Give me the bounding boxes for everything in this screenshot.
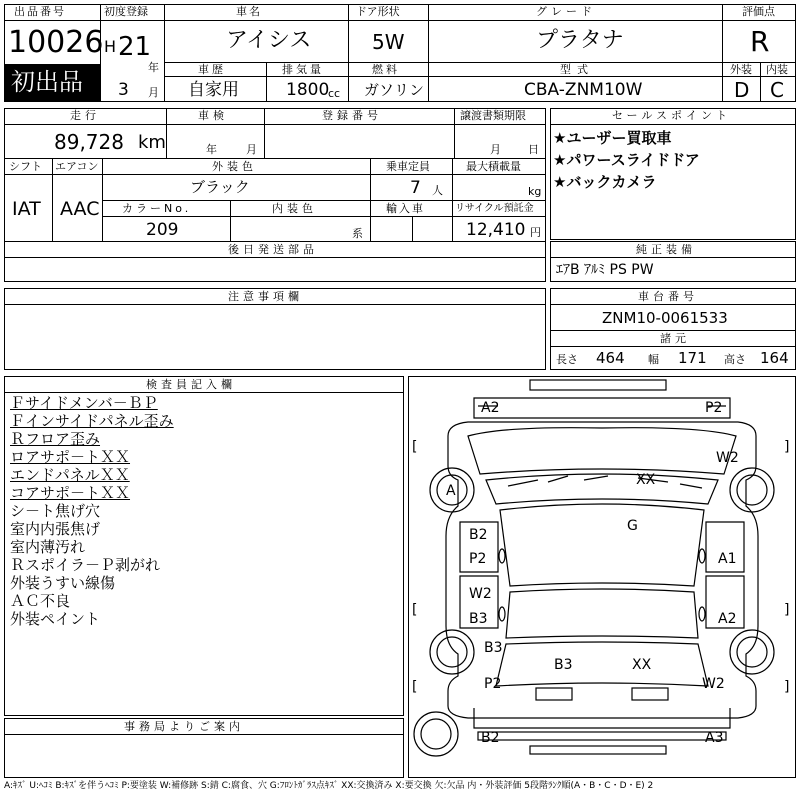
first-listing-text: 初出品	[11, 68, 83, 96]
remark-item: Ｆサイドメンバ－ＢＰ	[10, 394, 158, 412]
score: R	[750, 25, 770, 58]
dimensions-label: 諸元	[660, 332, 690, 345]
damage-code: XX	[632, 657, 652, 673]
damage-code: A2	[481, 400, 500, 416]
reg-year: 21	[118, 32, 152, 62]
damage-code: P2	[484, 676, 502, 692]
remark-item: ロアサポ－トＸＸ	[10, 448, 131, 466]
damage-code: A	[446, 483, 456, 499]
lot-number-label: 出品番号	[14, 5, 66, 18]
interior-color-label: 内装色	[272, 202, 317, 215]
damage-code: B2	[469, 527, 488, 543]
sales-points-label: セールスポイント	[612, 109, 732, 122]
legend: A:ｷｽﾞ U:ﾍｺﾐ B:ｷｽﾞを伴うﾍｺﾐ P:要塗装 W:補修跡 S:錆 C:腐食、穴 G:ﾌﾛﾝﾄｶﾞﾗｽ点ｷｽﾞ XX:交換済み X:要交換 欠:欠品 内・外装評価 5段階ﾗﾝｸ順(A・B・C・D・E) 2	[4, 781, 654, 791]
inspection-label: 車検	[198, 109, 228, 122]
mileage-label: 走行	[70, 109, 100, 122]
capacity: 7	[410, 178, 421, 198]
interior-label: 内装	[766, 63, 788, 76]
remark-item: コアサポ－トＸＸ	[10, 484, 131, 502]
chassis-label: 車台番号	[638, 290, 698, 303]
fuel-label: 燃料	[372, 63, 400, 76]
bracket: ]	[784, 602, 790, 618]
model-label: 型式	[560, 63, 594, 76]
damage-code: G	[627, 518, 638, 534]
inspection-year-unit: 年	[206, 143, 217, 156]
sales-point-1: ★ユーザー買取車	[553, 129, 672, 147]
exterior-label: 外装	[730, 63, 752, 76]
lot-number: 10026	[8, 25, 104, 60]
bracket: [	[412, 602, 418, 618]
month-unit: 月	[148, 86, 159, 99]
transfer-label: 譲渡書類期限	[460, 109, 526, 122]
era: H	[104, 37, 117, 56]
inspection-month-unit: 月	[246, 143, 257, 156]
reg-month: 3	[118, 80, 129, 100]
ac-label: エアコン	[55, 160, 99, 173]
history-label: 車歴	[198, 63, 226, 76]
width: 171	[678, 349, 707, 367]
damage-code: A3	[705, 730, 724, 746]
office-label: 事務局よりご案内	[124, 720, 244, 733]
remark-item: シ－ト焦げ穴	[10, 502, 101, 520]
remark-item: ＡＣ不良	[10, 592, 71, 610]
remark-item: 室内内張焦げ	[10, 520, 101, 538]
chassis-number: ZNM10-0061533	[602, 309, 728, 327]
bracket: [	[412, 439, 418, 455]
later-parts-label: 後日発送部品	[228, 243, 318, 256]
capacity-unit: 人	[432, 184, 443, 197]
width-label: 幅	[648, 353, 659, 366]
exterior-grade: D	[734, 78, 750, 102]
displacement-label: 排気量	[282, 63, 324, 76]
height-label: 高さ	[724, 353, 746, 366]
grade: プラタナ	[536, 28, 624, 53]
import-label: 輸入車	[386, 202, 425, 215]
damage-code: P2	[705, 400, 723, 416]
year-unit: 年	[148, 61, 159, 74]
grade-label: グレード	[536, 5, 596, 18]
damage-code: A2	[718, 611, 737, 627]
remark-item: 外装うすい線傷	[10, 574, 116, 592]
length-label: 長さ	[556, 353, 578, 366]
mileage-unit: km	[138, 132, 166, 153]
equipment: ｴｱB ｱﾙﾐ PS PW	[556, 262, 654, 278]
reg-number-label: 登録番号	[322, 109, 382, 122]
car-diagram	[408, 376, 796, 778]
recycle-unit: 円	[530, 226, 541, 239]
load-unit: kg	[528, 185, 542, 198]
car-name-label: 車名	[236, 5, 262, 18]
door-type: 5W	[372, 30, 405, 54]
damage-code: P2	[469, 551, 487, 567]
equipment-label: 純正装備	[636, 243, 696, 256]
interior-grade: C	[770, 78, 784, 102]
interior-color-unit: 系	[352, 227, 363, 240]
bracket: ]	[784, 679, 790, 695]
load-label: 最大積載量	[466, 160, 521, 173]
first-reg-label: 初度登録	[104, 5, 148, 18]
sales-point-2: ★パワースライドドア	[553, 151, 700, 169]
door-label: ドア形状	[356, 5, 400, 18]
bracket: ]	[784, 439, 790, 455]
damage-code: XX	[636, 472, 656, 488]
color-no-label: カラーNo.	[122, 202, 192, 215]
transfer-day-unit: 日	[528, 143, 539, 156]
history: 自家用	[188, 80, 239, 100]
remark-item: Ｆインサイドパネル歪み	[10, 412, 174, 430]
damage-code: A1	[718, 551, 737, 567]
ac: AAC	[60, 198, 100, 220]
length: 464	[596, 349, 625, 367]
notes-label: 注意事項欄	[228, 290, 303, 303]
damage-code: W2	[716, 450, 739, 466]
shift-label: シフト	[9, 160, 42, 173]
damage-code: W2	[469, 586, 492, 602]
remark-item: Ｒフロア歪み	[10, 430, 101, 448]
remark-item: 外装ペイント	[10, 610, 101, 628]
bracket: [	[412, 679, 418, 695]
displacement-unit: cc	[328, 87, 341, 100]
recycle-label: リサイクル預託金	[455, 203, 534, 214]
damage-code: W2	[702, 676, 725, 692]
inspector-label: 検査員記入欄	[146, 378, 236, 391]
remark-item: 室内薄汚れ	[10, 538, 86, 556]
damage-code: B3	[554, 657, 573, 673]
capacity-label: 乗車定員	[386, 160, 430, 173]
transfer-month-unit: 月	[490, 143, 501, 156]
fuel: ガソリン	[364, 81, 425, 99]
damage-code: B3	[469, 611, 488, 627]
color-label: 外装色	[212, 160, 257, 173]
damage-code: B2	[481, 730, 500, 746]
model: CBA-ZNM10W	[524, 80, 643, 100]
color-no: 209	[146, 220, 179, 240]
score-label: 評価点	[742, 5, 775, 18]
mileage: 89,728	[54, 130, 124, 154]
color: ブラック	[190, 178, 250, 196]
recycle-amount: 12,410	[466, 220, 526, 240]
height: 164	[760, 349, 789, 367]
damage-code: B3	[484, 640, 503, 656]
shift: IAT	[12, 198, 41, 220]
sales-point-3: ★バックカメラ	[553, 173, 657, 191]
displacement: 1800	[286, 80, 330, 100]
remark-item: エンドパネルＸＸ	[10, 466, 130, 484]
car-name: アイシス	[226, 28, 312, 53]
remark-item: Ｒスポイラ－Ｐ剥がれ	[10, 556, 161, 574]
